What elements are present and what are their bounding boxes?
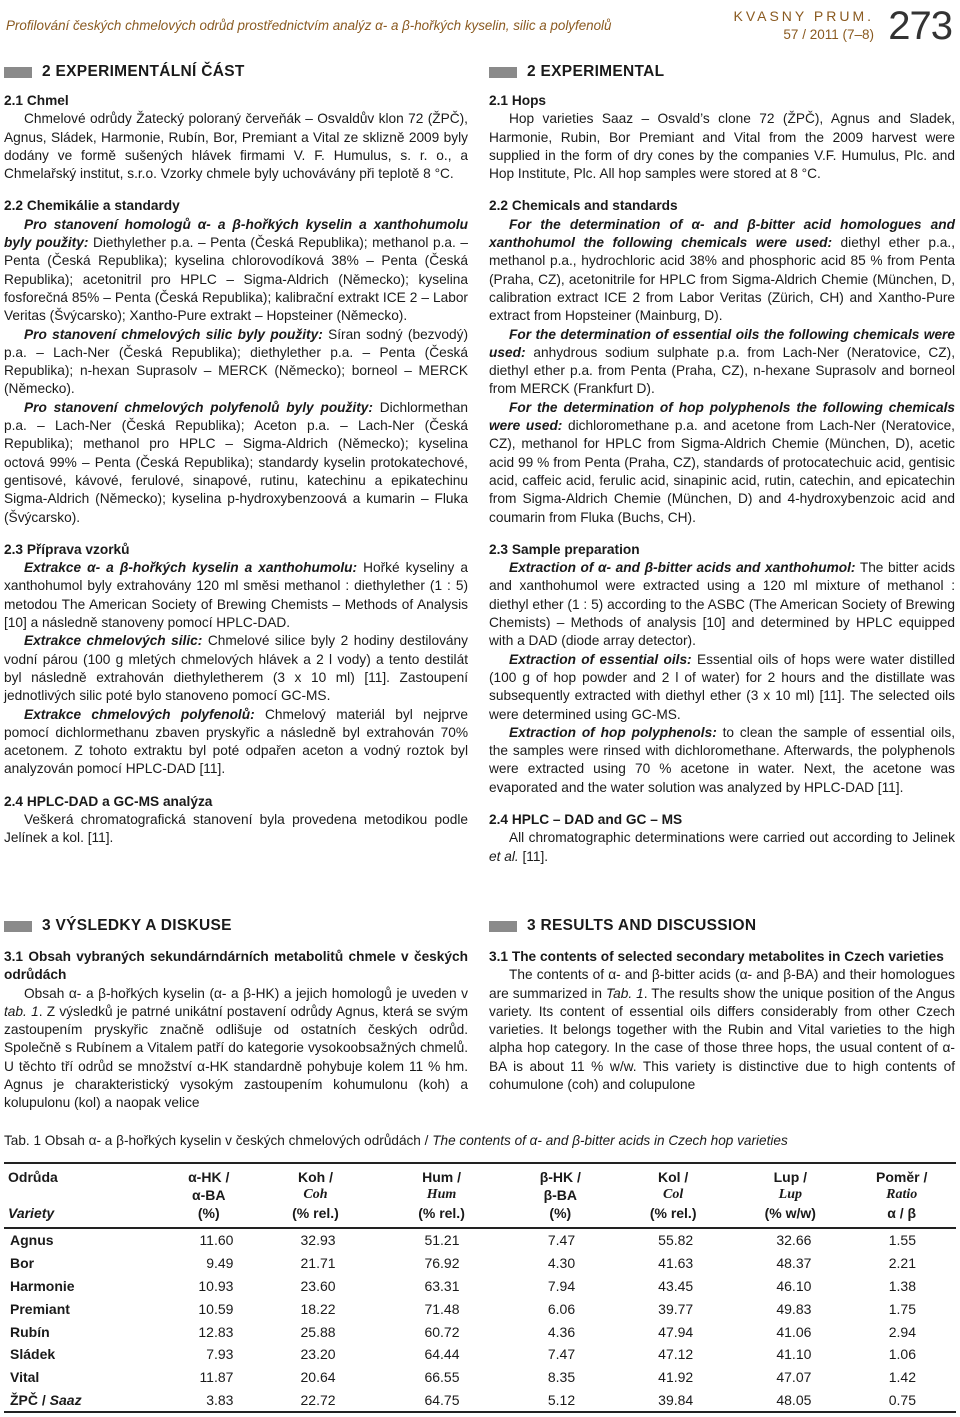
table-cell: 48.37 — [776, 1255, 812, 1272]
subheading-3-1-cz: 3.1 Obsah vybraných sekundárndárních metabolitů chmele v českých odrůdách — [4, 949, 468, 983]
journal-name: KVASNY PRUM. — [733, 8, 874, 24]
paragraph-2-3b-en: Extraction of essential oils: Essential oils of hops were water distilled (100 g of hop powder and 2 l of water) for 2 hours and the distillate was subsequently extracted with diethyl ether (3 x 10 ml) [11]. The selected oils were determined using GC-MS. — [489, 651, 956, 722]
section-heading-cz-2: 2 EXPERIMENTÁLNÍ ČÁST — [4, 62, 468, 82]
col-header-hum: Hum / Hum (% rel.) — [376, 1163, 508, 1228]
paragraph-2-2b-cz: Pro stanovení chmelových silic byly použity: Síran sodný (bezvodý) p.a. – Lach-Ner (Česká Republika); diethylether p.a. – Penta (Česká Republika); n-hexan Suprasolv – MERCK (Německo); borneol – MERCK (Německo). — [4, 326, 468, 397]
table-cell: 1.06 — [888, 1346, 916, 1363]
paragraph-2-1-en: Hop varieties Saaz – Osvald’s clone 72 (ŽPČ), Agnus and Sladek, Harmonie, Rubin, Bor Premiant and Vital from the 2009 harvest were supplied in the form of dry cones by the companies V.F. Humulus, Plc. and Hop Institute, Plc. All hop samples were stored at 8 °C. — [489, 111, 955, 182]
table-cell: 7.94 — [547, 1277, 576, 1294]
paragraph-2-3c-cz: Extrakce chmelových polyfenolů: Chmelový materiál byl nejprve pomocí dichlormethanu zbaven pryskyřic a následně byl extrahován 70% acetonem. Z tohoto extraktu byl poté odpařen aceton a vodný roztok byl analyzován pomocí HPLC-DAD [11]. — [4, 706, 468, 777]
section-heading-en-2: 2 EXPERIMENTAL — [489, 62, 955, 82]
table-row — [4, 1252, 956, 1275]
table-cell: 2.94 — [888, 1323, 916, 1340]
paragraph-2-1-cz: Chmelové odrůdy Žatecký poloraný červeňák – Osvaldův klon 72 (ŽPČ), Agnus, Sládek, Harmonie, Rubín, Bor, Premiant a Vital ze sklizně 2009 byly dodány ve formě sušených hlávek firmami V. F. Humulus, s. r. o., a Chmelařský institut, s.r.o. Vzorky chmele byly uchovávány při teplotě 8 °C. — [4, 111, 468, 182]
table-row — [4, 1297, 956, 1320]
cell-variety: Sládek — [10, 1346, 56, 1363]
table-row — [4, 1320, 956, 1343]
paragraph-2-4-cz: Veškerá chromatografická stanovení byla provedena metodikou podle Jelínek a kol. [11]. — [4, 811, 468, 846]
table-cell: 63.31 — [424, 1277, 460, 1294]
paragraph-2-2a-cz: Pro stanovení homologů α- a β-hořkých kyselin a xanthohumolu byly použity: Diethylether p.a. – Penta (Česká Republika); methanol p.a. – Penta (Česká Republika); kyselina chlorovodíková 38% – Penta (Česká Republika); acetonitril pro HPLC – Sigma-Aldrich (Německo); kyselina fosforečná 85% – Penta (Česká Republika); kalibrační extrakt ICE 2 – Labor Veritas (Švýcarsko); Xantho-Pure extrakt – Hopsteiner (Německo). — [4, 216, 468, 324]
table-cell: 32.93 — [300, 1232, 336, 1249]
table-cell: 11.87 — [199, 1369, 234, 1386]
subheading-2-3-cz: 2.3 Příprava vzorků — [4, 541, 130, 557]
table-cell: 2.21 — [888, 1255, 916, 1272]
table-cell: 41.06 — [776, 1323, 812, 1340]
heading-bar — [489, 67, 517, 78]
right-column-experimental — [489, 62, 955, 866]
table-cell: 64.44 — [424, 1346, 460, 1363]
table-cell: 10.59 — [198, 1300, 234, 1317]
table-cell: 6.06 — [547, 1300, 576, 1317]
cell-variety: Rubín — [10, 1323, 50, 1340]
table-cell: 5.12 — [508, 1389, 614, 1413]
paragraph-2-3a-en: Extraction of α- and β-bitter acids and xanthohumol: The bitter acids and xanthohumol were extracted using a 120 ml mixture of methanol : diethyl ether (1 : 5) according to the ASBC (The American Society of Brewing Chemists) – Methods of analysis [10] and determined by HPLC equipped with a DAD (diode array detector). — [489, 560, 955, 649]
heading-bar — [4, 921, 32, 932]
paragraph-2-4-en: All chromatographic determinations were carried out according to Jelinek et al. [11]. — [489, 830, 955, 864]
table-cell: 66.55 — [424, 1369, 460, 1386]
table-cell: 7.47 — [547, 1232, 576, 1249]
page-number: 273 — [888, 4, 952, 48]
paragraph-2-3b-cz: Extrakce chmelových silic: Chmelové silice byly 2 hodiny destilovány vodní párou (100 g mletých chmelových hlávek a 2 l vody) a tento destilát byl následně extrahován diethyletherem (3 x 10 ml) [11]. Zastoupení jednotlivých silic poté bylo stanoveno pomocí GC-MS. — [4, 633, 468, 704]
col-header-col: Kol / Col (% rel.) — [613, 1163, 733, 1228]
table-cell: 10.93 — [198, 1277, 234, 1294]
col-header-coh: Koh / Coh (% rel.) — [255, 1163, 375, 1228]
paragraph-2-2c-en: For the determination of hop polyphenols the following chemicals were used: dichloromethane p.a. and acetone from Lach-Ner (Neratovice, CZ), methanol for HPLC from Sigma-Aldrich Chemie (München, D), acetic acid 99 % from Penta (Praha, CZ), standards of protocatechuic acid, gentisic acid, caffeic acid, ferulic acid, sinapinic acid, rutin, catechin, and epicatechin from Sigma-Aldrich Chemie (München, D) and 4-hydroxybenzoic acid and coumarin from Fluka (Buchs, CH). — [489, 399, 955, 525]
issue-info: 57 / 2011 (7–8) — [783, 27, 874, 42]
subheading-2-4-en: 2.4 HPLC – DAD and GC – MS — [489, 811, 683, 827]
table-cell: 25.88 — [300, 1323, 336, 1340]
table-cell: 1.55 — [888, 1232, 916, 1249]
table-cell: 32.66 — [776, 1232, 812, 1249]
table-cell: 3.83 — [162, 1389, 255, 1413]
cell-variety: Harmonie — [10, 1277, 75, 1294]
table-cell: 47.07 — [776, 1369, 812, 1386]
table-caption: Tab. 1 Obsah α- a β-hořkých kyselin v českých chmelových odrůdách / The contents of α- and β-bitter acids in Czech hop varieties — [4, 1133, 788, 1148]
paragraph-2-2c-cz: Pro stanovení chmelových polyfenolů byly použity: Dichlormethan p.a. – Lach-Ner (Česká Republika); Aceton p.a. – Lach-Ner (Česká Republika); methanol pro HPLC – Sigma-Aldrich (Německo); kyselina octová 99% – Penta (Česká Republika); standardy kyselin protokatechové, gentisové, kávové, ferulové, sinapové, rutinu, katechinu a epikatechinu Sigma-Aldrich (Německo); kyselina p-hydroxybenzoová a kumarin – Fluka (Švýcarsko). — [4, 399, 468, 525]
table-cell: 9.49 — [206, 1255, 234, 1272]
table-cell: 41.63 — [658, 1255, 694, 1272]
table-cell: 43.45 — [658, 1277, 694, 1294]
table-row — [4, 1389, 956, 1413]
cell-variety: Vital — [10, 1369, 40, 1386]
table-cell: 51.21 — [424, 1232, 460, 1249]
table-cell: 0.75 — [847, 1389, 956, 1413]
subheading-2-4-cz: 2.4 HPLC-DAD a GC-MS analýza — [4, 793, 213, 809]
paragraph-3-1-en: The contents of α- and β-bitter acids (α- and β-BA) and their homologues are summarized in Tab. 1. The results show the unique position of the Angus variety. Its content of essential oils differs considerably from other Czech varieties. It belongs together with the Rubin and Vital varieties to the high alpha hop category. In the case of those three hops, the usual content of α-BA is about 11 % w/w. This variety is distinctive due to high contents of cohumulone (coh) and colupulone — [489, 967, 955, 1093]
subheading-3-1-en: 3.1 The contents of selected secondary metabolites in Czech varieties — [489, 949, 944, 964]
table-row — [4, 1366, 956, 1389]
table-cell: 76.92 — [424, 1255, 460, 1272]
table-cell: 12.83 — [198, 1323, 234, 1340]
col-header-beta: β-HK / β-BA (%) — [508, 1163, 614, 1228]
table-row — [4, 1228, 956, 1252]
subheading-2-1-cz: 2.1 Chmel — [4, 93, 69, 108]
table-cell: 41.92 — [658, 1369, 694, 1386]
subheading-2-2-cz: 2.2 Chemikálie a standardy — [4, 198, 180, 214]
subheading-2-1-en: 2.1 Hops — [489, 93, 547, 108]
paragraph-2-2a-en: For the determination of α- and β-bitter acid homologues and xanthohumol the following chemicals were used: diethyl ether p.a., methanol p.a., hydrochloric acid 38% and phosphoric acid 85 % from Penta (Praha, CZ), acetonitrile for HPLC from Sigma-Aldrich Chemie (München, D, calibration extract ICE 2 from Labor Veritas (Zürich, CH) and Xantho-Pure extract from Hopsteiner (Mainburg, D). — [489, 216, 955, 324]
cell-variety: Agnus — [10, 1232, 54, 1249]
paragraph-2-3c-en: Extraction of hop polyphenols: to clean the sample of essential oils, the samples were rinsed with dichloromethane. Afterwards, the polyphenols were extracted using 70 % acetone in water. Next, the acetone was evaporated and the water solution was analyzed by HPLC-DAD [11]. — [489, 724, 955, 795]
bitter-acids-table — [4, 1162, 956, 1413]
running-header — [4, 4, 954, 48]
table-cell: 47.94 — [658, 1323, 694, 1340]
table-cell: 39.77 — [658, 1300, 694, 1317]
table-cell: 20.64 — [300, 1369, 336, 1386]
table-header-row — [4, 1163, 956, 1228]
col-header-variety: Odrůda Variety — [4, 1163, 162, 1228]
table-cell: 8.35 — [547, 1369, 576, 1386]
right-column-results — [489, 916, 955, 1094]
subheading-2-2-en: 2.2 Chemicals and standards — [489, 198, 678, 214]
table-cell: 49.83 — [776, 1300, 812, 1317]
cell-variety: ŽPČ / Saaz — [4, 1389, 162, 1413]
section-heading-cz-3: 3 VÝSLEDKY A DISKUSE — [4, 916, 468, 936]
table-cell: 7.93 — [206, 1346, 234, 1363]
cell-variety: Bor — [10, 1255, 35, 1272]
table-cell: 7.47 — [547, 1346, 576, 1363]
left-column-experimental — [4, 62, 468, 848]
table-cell: 39.84 — [613, 1389, 733, 1413]
paragraph-2-2b-en: For the determination of essential oils the following chemicals were used: anhydrous sodium sulphate p.a. from Lach-Ner (Neratovice, CZ), diethyl ether p.a. from Penta (Praha, CZ), n-hexane Suprasolv and borneol from MERCK (Frankfurt D). — [489, 326, 955, 397]
table-cell: 64.75 — [376, 1389, 508, 1413]
table-body — [4, 1228, 956, 1412]
table-cell: 18.22 — [300, 1300, 336, 1317]
table-cell: 60.72 — [424, 1323, 460, 1340]
table-row — [4, 1275, 956, 1298]
table-cell: 55.82 — [658, 1232, 694, 1249]
table-cell: 1.38 — [888, 1277, 916, 1294]
table-cell: 11.60 — [199, 1232, 234, 1249]
table-cell: 4.36 — [547, 1323, 576, 1340]
cell-variety: Premiant — [10, 1300, 70, 1317]
subheading-2-3-en: 2.3 Sample preparation — [489, 541, 640, 557]
table-cell: 41.10 — [776, 1346, 812, 1363]
table-cell: 47.12 — [658, 1346, 694, 1363]
col-header-lup: Lup / Lup (% w/w) — [733, 1163, 847, 1228]
section-heading-en-3: 3 RESULTS AND DISCUSSION — [489, 916, 955, 936]
table-cell: 23.20 — [300, 1346, 336, 1363]
running-title: Profilování českých chmelových odrůd prostřednictvím analýz α- a β-hořkých kyselin, silic a polyfenolů — [6, 18, 612, 33]
table-row — [4, 1343, 956, 1366]
paragraph-3-1-cz: Obsah α- a β-hořkých kyselin (α- a β-HK) a jejich homologů je uveden v tab. 1. Z výsledků je patrné unikátní postavení odrůdy Agnus, která se svým zastoupením pryskyřic značně odlišuje od ostatních českých odrůd. Společně s Rubínem a Vitalem patří do kategorie vysokoobsažných chmelů. U těchto tří odrůd se množství α-HK standardně pohybuje kolem 11 % hm. Agnus je charakteristický vysokým zastoupením kohumulonu (koh) a kolupulonu (kol) a naopak velice — [4, 985, 468, 1111]
table-cell: 4.30 — [547, 1255, 576, 1272]
table-cell: 23.60 — [300, 1277, 336, 1294]
table-cell: 71.48 — [424, 1300, 460, 1317]
col-header-ratio: Poměr / Ratio α / β — [847, 1163, 956, 1228]
left-column-results — [4, 916, 468, 1113]
heading-bar — [4, 67, 32, 78]
table-cell: 21.71 — [300, 1255, 336, 1272]
table-cell: 48.05 — [733, 1389, 847, 1413]
table-cell: 1.42 — [888, 1369, 916, 1386]
table-cell: 22.72 — [255, 1389, 375, 1413]
paragraph-2-3a-cz: Extrakce α- a β-hořkých kyselin a xanthohumolu: Hořké kyseliny a xanthohumol byly extrahovány 120 ml směsi methanol : diethylether (1 : 5) metodou The American Society of Brewing Chemists – Methods of Analysis [10] a následně stanoveny pomocí HPLC-DAD. — [4, 560, 468, 631]
heading-bar — [489, 921, 517, 932]
table-cell: 46.10 — [776, 1277, 812, 1294]
table-cell: 1.75 — [888, 1300, 916, 1317]
col-header-alpha: α-HK / α-BA (%) — [162, 1163, 255, 1228]
